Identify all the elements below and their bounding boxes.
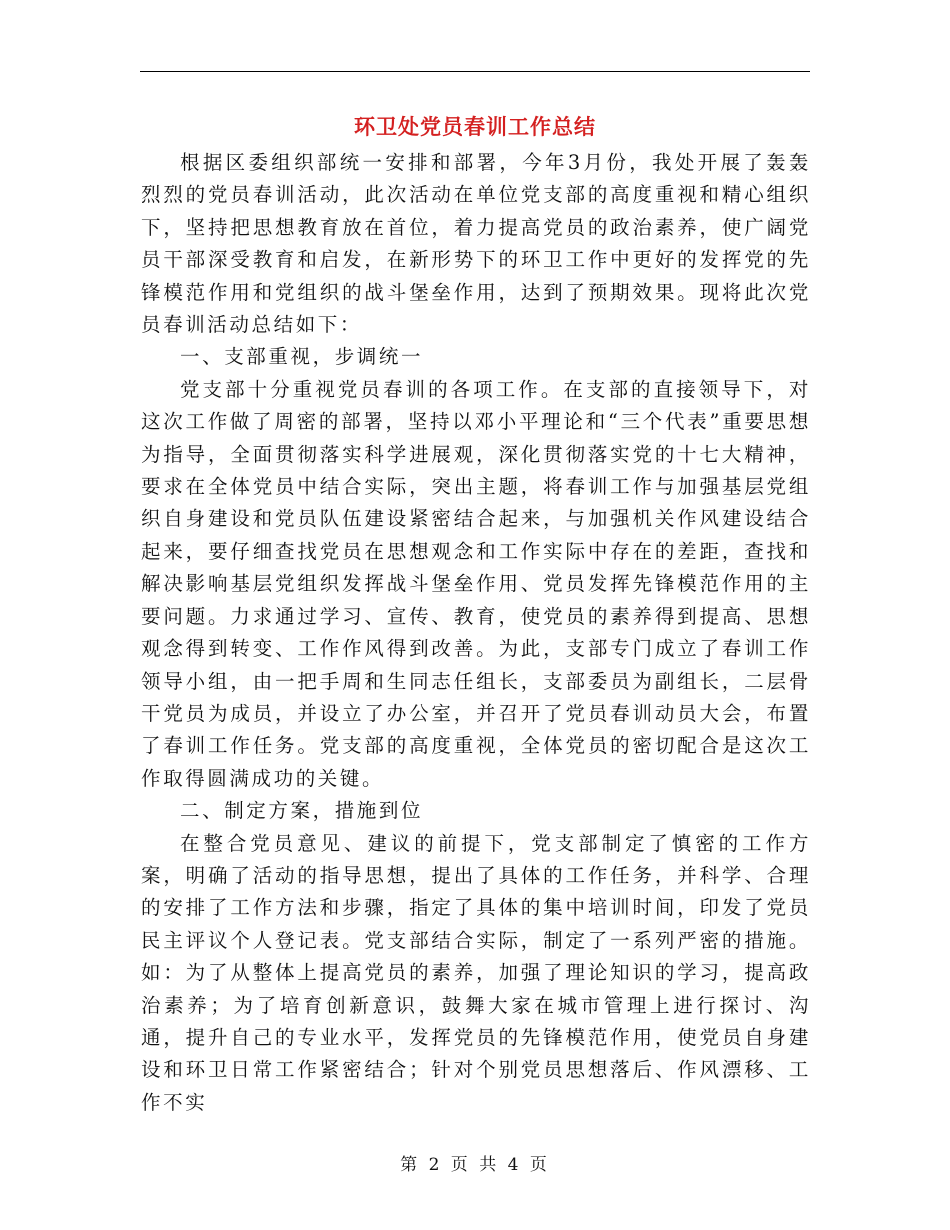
section-2-paragraph: 在整合党员意见、建议的前提下，党支部制定了慎密的工作方案，明确了活动的指导思想，提出了具体的工作任务，并科学、合理的安排了工作方法和步骤，指定了具体的集中培训时间，印发了党员民主评议个人登记表。党支部结合实际，制定了一系列严密的措施。如：为了从整体上提高党员的素养，加强了理论知识的学习，提高政治素养；为了培育创新意识，鼓舞大家在城市管理上进行探讨、沟通，提升自己的专业水平，发挥党员的先锋模范作用，使党员自身建设和环卫日常工作紧密结合；针对个别党员思想落后、作风漂移、工作不实 [141, 831, 811, 1114]
page-footer: 第 2 页 共 4 页 [400, 1155, 550, 1175]
document-body [141, 147, 811, 1119]
section-heading-1: 一、支部重视，步调统一 [180, 345, 424, 369]
intro-paragraph: 根据区委组织部统一安排和部署，今年3月份，我处开展了轰轰烈烈的党员春训活动，此次活动在单位党支部的高度重视和精心组织下，坚持把思想教育放在首位，着力提高党员的政治素养，使广阔党员干部深受教育和启发，在新形势下的环卫工作中更好的发挥党的先锋模范作用和党组织的战斗堡垒作用，达到了预期效果。现将此次党员春训活动总结如下： [141, 151, 811, 337]
section-heading-2: 二、制定方案，措施到位 [180, 799, 424, 823]
section-1-paragraph: 党支部十分重视党员春训的各项工作。在支部的直接领导下，对这次工作做了周密的部署，坚持以邓小平理论和“三个代表”重要思想为指导，全面贯彻落实科学进展观，深化贯彻落实党的十七大精神，要求在全体党员中结合实际，突出主题，将春训工作与加强基层党组织自身建设和党员队伍建设紧密结合起来，与加强机关作风建设结合起来，要仔细查找党员在思想观念和工作实际中存在的差距，查找和解决影响基层党组织发挥战斗堡垒作用、党员发挥先锋模范作用的主要问题。力求通过学习、宣传、教育，使党员的素养得到提高、思想观念得到转变、工作作风得到改善。为此，支部专门成立了春训工作领导小组，由一把手周和生同志任组长，支部委员为副组长，二层骨干党员为成员，并设立了办公室，并召开了党员春训动员大会，布置了春训工作任务。党支部的高度重视，全体党员的密切配合是这次工作取得圆满成功的关键。 [141, 377, 811, 790]
header-rule [140, 71, 810, 72]
document-title: 环卫处党员春训工作总结 [354, 114, 596, 139]
